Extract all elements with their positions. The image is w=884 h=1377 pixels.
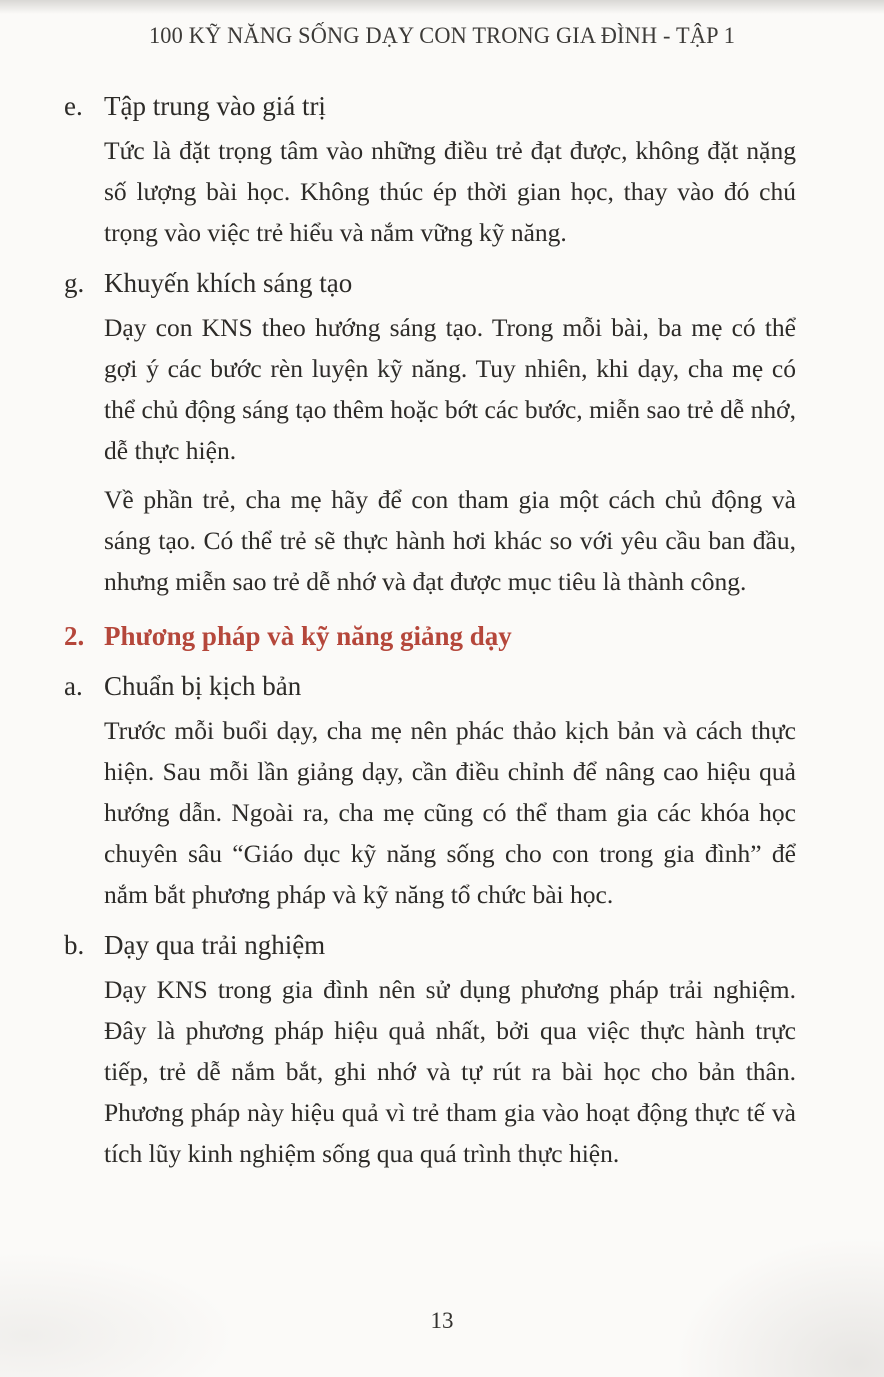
paragraph: Dạy con KNS theo hướng sáng tạo. Trong mỗi bài, ba mẹ có thể gợi ý các bước rèn luyện kỹ năng. Tuy nhiên, khi dạy, cha mẹ có thể chủ động sáng tạo thêm hoặc bớt các bước, miễn sao trẻ dễ nhớ, dễ thực hiện.: [104, 313, 796, 465]
section-heading: [64, 614, 796, 658]
list-item-title: Chuẩn bị kịch bản: [104, 671, 302, 701]
section-title: Phương pháp và kỹ năng giảng dạy: [104, 621, 512, 651]
list-item-heading: [64, 923, 796, 967]
paragraph: Trước mỗi buổi dạy, cha mẹ nên phác thảo kịch bản và cách thực hiện. Sau mỗi lần giảng dạy, cần điều chỉnh để nâng cao hiệu quả hướng dẫn. Ngoài ra, cha mẹ cũng có thể tham gia các khóa học chuyên sâu “Giáo dục kỹ năng sống cho con trong gia đình” để nắm bắt phương pháp và kỹ năng tổ chức bài học.: [104, 716, 796, 909]
running-header-title: 100 KỸ NĂNG SỐNG DẠY CON TRONG GIA ĐÌNH - TẬP 1: [148, 23, 736, 48]
list-item-title: Dạy qua trải nghiệm: [104, 930, 326, 960]
list-item-title: Khuyến khích sáng tạo: [104, 268, 353, 298]
page-footer: [0, 1308, 884, 1334]
list-item-label: e.: [64, 91, 83, 121]
list-item-heading: [64, 261, 796, 305]
list-item-label: a.: [64, 671, 83, 701]
list-item-label: b.: [64, 930, 85, 960]
paragraph: Tức là đặt trọng tâm vào những điều trẻ đạt được, không đặt nặng số lượng bài học. Không thúc ép thời gian học, thay vào đó chú trọng vào việc trẻ hiểu và nắm vững kỹ năng.: [104, 136, 796, 247]
page-body: [0, 84, 884, 1174]
list-item-label: g.: [64, 268, 85, 298]
running-header: [13, 22, 870, 50]
page-number: 13: [430, 1308, 454, 1333]
paragraph: Dạy KNS trong gia đình nên sử dụng phương pháp trải nghiệm. Đây là phương pháp hiệu quả nhất, bởi qua việc thực hành trực tiếp, trẻ dễ nắm bắt, ghi nhớ và tự rút ra bài học cho bản thân. Phương pháp này hiệu quả vì trẻ tham gia vào hoạt động thực tế và tích lũy kinh nghiệm sống qua quá trình thực hiện.: [104, 975, 796, 1168]
list-item-heading: [64, 84, 796, 128]
list-item-heading: [64, 664, 796, 708]
list-item-title: Tập trung vào giá trị: [104, 91, 326, 121]
paragraph: Về phần trẻ, cha mẹ hãy để con tham gia một cách chủ động và sáng tạo. Có thể trẻ sẽ thực hành hơi khác so với yêu cầu ban đầu, nhưng miễn sao trẻ dễ nhớ và đạt được mục tiêu là thành công.: [104, 485, 796, 596]
section-number: 2.: [64, 621, 85, 651]
